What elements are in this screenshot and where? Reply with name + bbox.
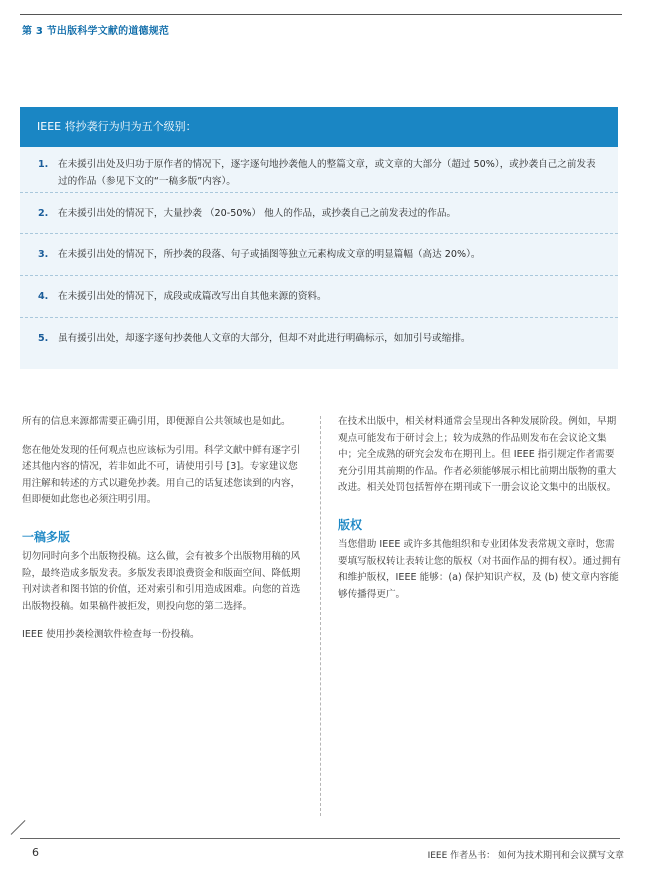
item-number: 1.	[38, 159, 49, 170]
paragraph: 所有的信息来源都需要正确引用，即便源自公共领域也是如此。	[22, 416, 291, 427]
footer-slash	[11, 820, 26, 835]
list-item	[20, 234, 618, 276]
paragraph: 当您借助 IEEE 或许多其他组织和专业团体发表常规文章时，您需要填写版权转让表转让您的版权（对书面作品的拥有权）。通过拥有和维护版权，IEEE 能够：(a) 保护知识产权，及 (b) 使文章内容能够传播得更广。	[338, 539, 622, 600]
left-column	[22, 414, 305, 656]
list-item	[20, 193, 618, 234]
item-number: 3.	[38, 249, 49, 260]
paragraph: 在技术出版中，相关材料通常会呈现出各种发展阶段。例如，早期观点可能发布于研讨会上；较为成熟的作品则发布在会议论文集中；完全成熟的研究会发布在期刊上。但 IEEE 指引规定作者需要充分引用其前期的作品。作者必须能够展示相比前期出版物的重大改进。相关处罚包括暂停在期刊或下一册会议论文集中的出版权。	[338, 416, 617, 493]
page-number: 6	[32, 846, 39, 859]
header-rule	[20, 14, 622, 15]
item-number: 4.	[38, 291, 49, 302]
column-divider	[320, 416, 321, 816]
list-item	[20, 276, 618, 318]
item-text: 在未援引出处的情况下，所抄袭的段落、句子或插图等独立元素构成文章的明显篇幅（高达 20%）。	[58, 249, 481, 260]
item-text: 在未援引出处的情况下，成段或成篇改写出自其他来源的资料。	[58, 291, 327, 302]
paragraph: IEEE 使用抄袭检测软件检查每一份投稿。	[22, 629, 200, 640]
item-text: 在未援引出处及归功于原作者的情况下，逐字逐句地抄袭他人的整篇文章，或文章的大部分（超过 50%），或抄袭自己之前发表过的作品（参见下文的“一稿多版”内容）。	[58, 159, 596, 187]
item-text: 在未援引出处的情况下，大量抄袭 （20-50%） 他人的作品，或抄袭自己之前发表过的作品。	[58, 208, 457, 219]
series-title: IEEE 作者丛书： 如何为技术期刊和会议撰写文章	[427, 851, 624, 861]
section-heading: 版权	[338, 517, 363, 532]
plagiarism-levels-box	[20, 107, 618, 369]
item-number: 2.	[38, 208, 49, 219]
box-title: IEEE 将抄袭行为归为五个级别：	[20, 107, 618, 147]
item-number: 5.	[38, 333, 49, 344]
right-column	[338, 414, 621, 615]
paragraph: 您在他处发现的任何观点也应该标为引用。科学文献中鲜有逐字引述其他内容的情况，若非如此不可，请使用引号 [3]。专家建议您用注解和转述的方式以避免抄袭。用自己的话复述您读到的内容，但即便如此您也必须注明引用。	[22, 444, 301, 505]
list-item	[20, 147, 618, 193]
section-title: 第 3 节出版科学文献的道德规范	[22, 26, 170, 37]
section-heading: 一稿多版	[22, 529, 71, 544]
list-item	[20, 318, 618, 370]
paragraph: 切勿同时向多个出版物投稿。这么做，会有被多个出版物用稿的风险，最终造成多版发表。多版发表即浪费资金和版面空间、降低期刊对读者和图书馆的价值，还对索引和引用造成困难。向您的首选出版物投稿。如果稿件被拒发，则投向您的第二选择。	[22, 551, 301, 612]
footer-rule	[20, 838, 620, 839]
item-text: 虽有援引出处，却逐字逐句抄袭他人文章的大部分，但却不对此进行明确标示，如加引号或缩排。	[58, 333, 471, 344]
